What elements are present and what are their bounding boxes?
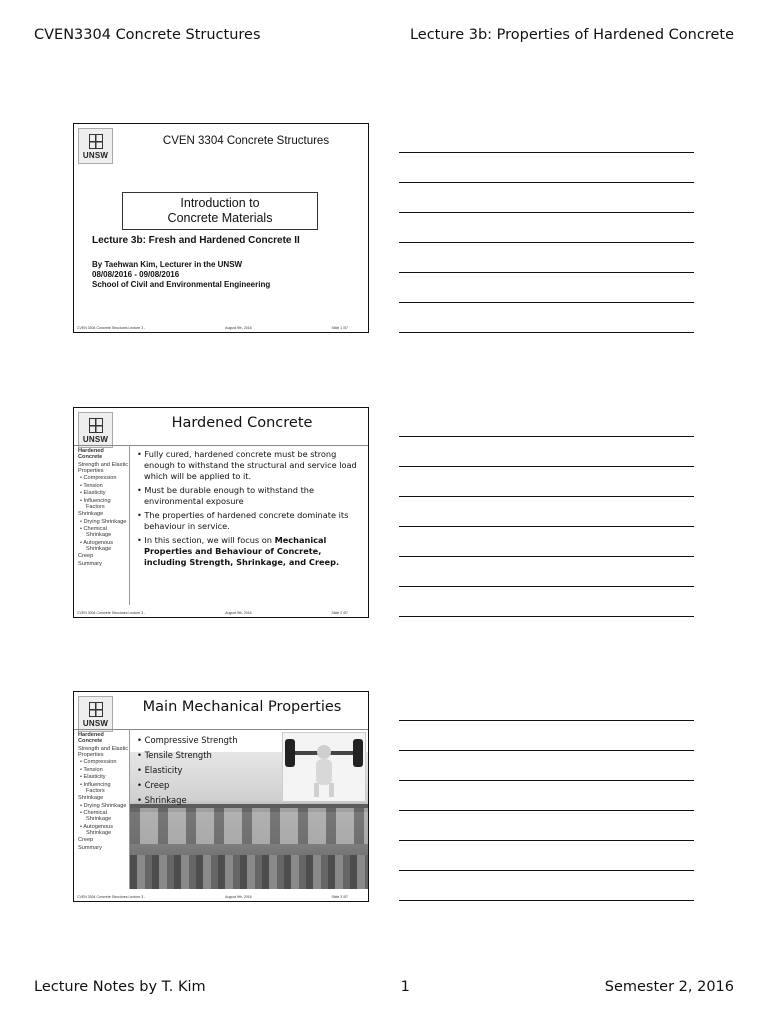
note-line (399, 900, 694, 901)
footer-semester: Semester 2, 2016 (604, 979, 734, 995)
note-line (399, 780, 694, 781)
sidebar-item: • Tension (80, 482, 103, 489)
note-line (399, 182, 694, 183)
slide-2 (73, 407, 369, 618)
sidebar-item: Strength and Elastic Properties (78, 745, 129, 758)
slide-title: CVEN 3304 Concrete Structures (162, 135, 330, 147)
slide-title: Hardened Concrete (171, 415, 313, 431)
slide-footer (77, 895, 348, 899)
bullet-item: • Tensile Strength (137, 750, 212, 760)
slide-sidebar (74, 729, 130, 889)
sidebar-item: • Chemical Shrinkage (80, 810, 112, 822)
note-line (399, 556, 694, 557)
footer-course: CVEN 3304 Concrete Structures Lecture 3 - (77, 326, 146, 330)
page-header (34, 27, 734, 43)
bullet-text: • In this section, we will focus on (137, 535, 275, 545)
note-line (399, 496, 694, 497)
note-line (399, 242, 694, 243)
sidebar-item: Hardened Concrete (78, 732, 104, 744)
note-line (399, 840, 694, 841)
footer-slide-number: Slide 3 /57 (331, 895, 348, 899)
note-line (399, 332, 694, 333)
sidebar-item: • Autogenous Shrinkage (80, 823, 114, 836)
note-line (399, 152, 694, 153)
page-footer (34, 979, 734, 995)
lecture-title: Lecture 3b: Properties of Hardened Concrete (409, 27, 734, 43)
footer-course: CVEN 3304 Concrete Structures Lecture 3 - (77, 895, 146, 899)
slide-1 (73, 123, 369, 333)
slide-footer (77, 326, 348, 330)
footer-date: August 9th, 2016 (225, 895, 252, 899)
note-line (399, 586, 694, 587)
note-line (399, 750, 694, 751)
slide-3 (73, 691, 369, 902)
author-info (92, 260, 270, 290)
bullet-item: • Elasticity (137, 765, 183, 775)
course-title: CVEN3304 Concrete Structures (34, 27, 261, 43)
bullet-item: • The properties of hardened concrete dominate its behaviour in service. (137, 510, 349, 531)
dates: 08/08/2016 - 09/08/2016 (92, 270, 180, 279)
footer-slide-number: Slide 2 /57 (331, 611, 348, 615)
sidebar-item: • Compression (80, 759, 117, 765)
note-line (399, 720, 694, 721)
footer-slide-number: Slide 1 /57 (331, 326, 348, 330)
lecture-subtitle: Lecture 3b: Fresh and Hardened Concrete II (92, 235, 300, 246)
page-number: 1 (400, 979, 410, 995)
slide-sidebar (74, 445, 130, 605)
slide-content (134, 733, 365, 808)
logo-text: UNSW (82, 151, 109, 160)
sidebar-item: Shrinkage (78, 511, 104, 517)
sidebar-item: • Autogenous Shrinkage (80, 539, 114, 552)
sidebar-item: Shrinkage (78, 795, 104, 801)
footer-date: August 9th, 2016 (225, 326, 252, 330)
sidebar-item: • Influencing Factors (80, 497, 111, 510)
sidebar-item: • Drying Shrinkage (80, 802, 127, 809)
slide-footer (77, 611, 348, 615)
note-line (399, 870, 694, 871)
bullet-item: • Must be durable enough to withstand the environmental exposure (137, 485, 315, 506)
unsw-logo (78, 128, 113, 164)
note-line (399, 436, 694, 437)
sidebar-item: Strength and Elastic Properties (78, 461, 129, 474)
unsw-logo (78, 696, 113, 732)
sidebar-item: Hardened Concrete (78, 448, 104, 460)
school: School of Civil and Environmental Engineering (92, 280, 271, 289)
sidebar-item: Creep (78, 553, 94, 559)
bullet-bold-text: Mechanical Properties and Behaviour of Concrete, including Strength, Shrinkage, and Creep. (144, 535, 340, 567)
bullet-item: • Shrinkage (137, 795, 187, 805)
note-line (399, 302, 694, 303)
bullet-item: • Fully cured, hardened concrete must be strong enough to withstand the structural and service load which will be applied to it. (137, 449, 357, 481)
footer-author: Lecture Notes by T. Kim (34, 979, 206, 995)
unsw-logo (78, 412, 113, 448)
intro-line-1: Introduction to (180, 196, 260, 210)
sidebar-item: • Elasticity (80, 490, 106, 496)
intro-box (122, 192, 318, 230)
sidebar-item: • Influencing Factors (80, 781, 111, 794)
note-line (399, 466, 694, 467)
sidebar-item: Summary (78, 844, 102, 851)
slide-title: Main Mechanical Properties (142, 699, 342, 715)
sidebar-item: • Drying Shrinkage (80, 518, 127, 525)
footer-date: August 9th, 2016 (225, 611, 252, 615)
logo-text: UNSW (82, 435, 109, 444)
sidebar-item: • Elasticity (80, 774, 106, 780)
sidebar-item: • Compression (80, 475, 117, 481)
note-line (399, 810, 694, 811)
slide-content (134, 449, 365, 571)
sidebar-item: • Chemical Shrinkage (80, 526, 112, 538)
sidebar-item: • Tension (80, 766, 103, 773)
bullet-item: • Compressive Strength (137, 735, 238, 745)
author: By Taehwan Kim, Lecturer in the UNSW (92, 260, 243, 269)
note-line (399, 616, 694, 617)
note-line (399, 212, 694, 213)
logo-text: UNSW (82, 719, 109, 728)
sidebar-item: Creep (78, 837, 94, 843)
note-line (399, 272, 694, 273)
note-line (399, 526, 694, 527)
sidebar-item: Summary (78, 560, 102, 567)
bullet-item (134, 535, 365, 568)
footer-course: CVEN 3304 Concrete Structures Lecture 3 - (77, 611, 146, 615)
bullet-item: • Creep (137, 780, 170, 790)
intro-line-2: Concrete Materials (167, 211, 273, 225)
